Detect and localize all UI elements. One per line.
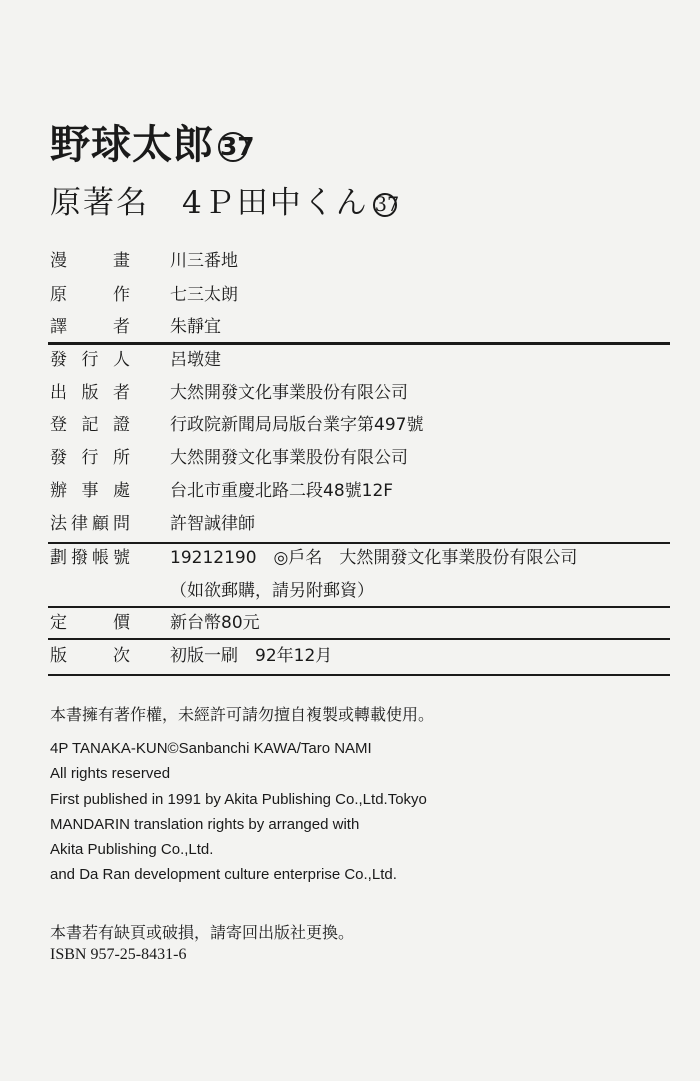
price-row bbox=[50, 610, 670, 636]
english-line: First published in 1991 by Akita Publishing Co.,Ltd.Tokyo bbox=[50, 790, 427, 808]
info-label: 法 律 顧 問 bbox=[50, 514, 130, 534]
divider bbox=[48, 606, 670, 608]
original-volume-badge: 37 bbox=[374, 192, 400, 216]
info-row-legal bbox=[50, 511, 670, 537]
info-label: 出 版 者 bbox=[50, 383, 130, 403]
copyright-notice: 本書擁有著作權，未經許可請勿擅自複製或轉載使用。 bbox=[50, 705, 435, 724]
divider bbox=[48, 638, 670, 640]
info-value: 行政院新聞局局版台業字第497號 bbox=[170, 415, 424, 435]
return-notice: 本書若有缺頁或破損，請寄回出版社更換。 bbox=[50, 923, 355, 942]
remittance-row bbox=[50, 545, 670, 571]
info-value: 大然開發文化事業股份有限公司 bbox=[170, 383, 408, 403]
volume-number-badge: 37 bbox=[220, 132, 255, 162]
info-value: 台北市重慶北路二段48號12F bbox=[170, 481, 394, 501]
credit-row-manga bbox=[50, 248, 670, 274]
remittance-label: 劃 撥 帳 號 bbox=[50, 548, 130, 568]
english-line: Akita Publishing Co.,Ltd. bbox=[50, 841, 214, 859]
edition-label: 版 次 bbox=[50, 646, 130, 666]
info-row-distributor bbox=[50, 445, 670, 471]
info-row-registration bbox=[50, 412, 670, 438]
price-label: 定 價 bbox=[50, 613, 130, 633]
remittance-value: 19212190 ◎戶名 大然開發文化事業股份有限公司 bbox=[170, 548, 578, 568]
divider bbox=[48, 342, 670, 345]
original-title-text: 原著名 4Ｐ田中くん bbox=[50, 185, 369, 221]
english-line: MANDARIN translation rights by arranged with bbox=[50, 815, 360, 833]
info-label: 發 行 人 bbox=[50, 350, 130, 370]
isbn: ISBN 957-25-8431-6 bbox=[50, 946, 187, 963]
info-label: 登 記 證 bbox=[50, 415, 130, 435]
english-line: and Da Ran development culture enterprise Co.,Ltd. bbox=[50, 866, 397, 884]
book-title-text: 野球太郎 bbox=[50, 122, 214, 168]
edition-value: 初版一刷 92年12月 bbox=[170, 646, 333, 666]
info-label: 發 行 所 bbox=[50, 448, 130, 468]
credit-value: 川三番地 bbox=[170, 251, 238, 271]
english-line: 4P TANAKA-KUN©Sanbanchi KAWA/Taro NAMI bbox=[50, 740, 372, 757]
remittance-note-row bbox=[50, 578, 670, 604]
divider bbox=[48, 674, 670, 676]
credit-value: 七三太朗 bbox=[170, 285, 238, 305]
english-copyright-block bbox=[50, 736, 427, 888]
credit-row-original bbox=[50, 282, 670, 308]
credit-label: 漫 畫 bbox=[50, 251, 130, 271]
divider bbox=[48, 542, 670, 544]
edition-row bbox=[50, 643, 670, 669]
info-row-publisher bbox=[50, 380, 670, 406]
info-row-issuer bbox=[50, 347, 670, 373]
book-title bbox=[50, 113, 255, 170]
english-line: All rights reserved bbox=[50, 765, 171, 783]
info-value: 許智誠律師 bbox=[170, 514, 255, 534]
price-value: 新台幣80元 bbox=[170, 613, 260, 633]
info-value: 大然開發文化事業股份有限公司 bbox=[170, 448, 408, 468]
credit-label: 譯 者 bbox=[50, 317, 130, 337]
credit-row-translator bbox=[50, 314, 670, 340]
remittance-note: （如欲郵購，請另附郵資） bbox=[170, 581, 374, 601]
credit-label: 原 作 bbox=[50, 285, 130, 305]
info-label: 辦 事 處 bbox=[50, 481, 130, 501]
original-title bbox=[50, 177, 400, 222]
info-value: 呂墩建 bbox=[170, 350, 221, 370]
info-row-office bbox=[50, 478, 670, 504]
credit-value: 朱靜宜 bbox=[170, 317, 221, 337]
